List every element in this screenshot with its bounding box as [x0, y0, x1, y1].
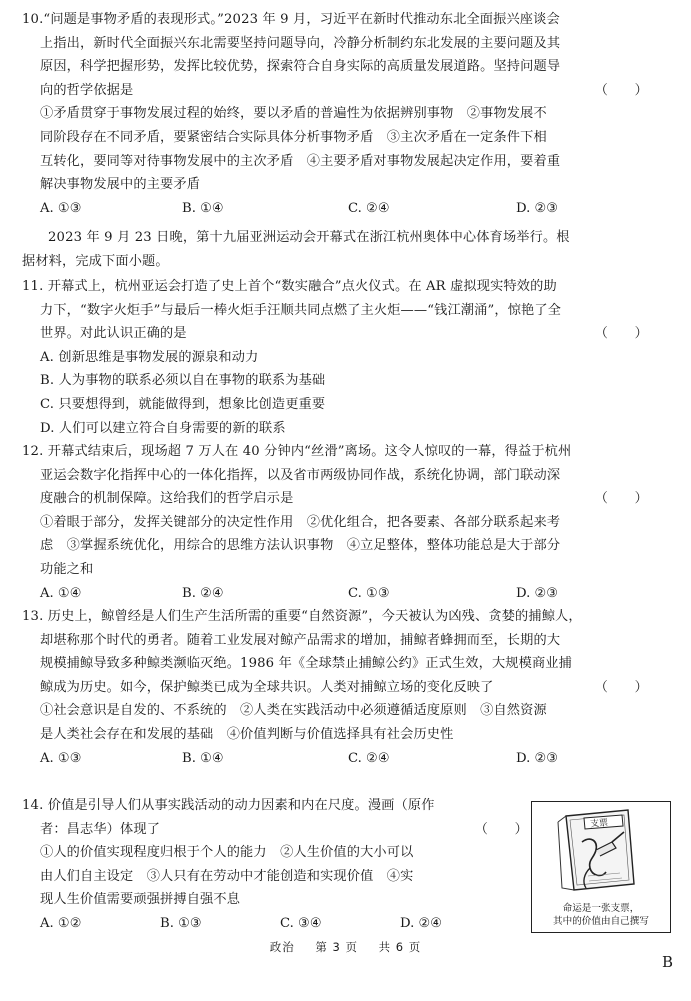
q10-option-d: D. ②③: [516, 200, 559, 216]
q13-statement-1: ①社会意识是自发的、不系统的 ②人类在实践活动中必须遵循适度原则 ③自然资源: [40, 703, 547, 719]
q12-options: [22, 582, 674, 606]
q10-line-4: [22, 79, 674, 103]
q10-statement-2: 同阶段存在不同矛盾，要紧密结合实际具体分析事物矛盾 ③主次矛盾在一定条件下相: [40, 129, 547, 145]
q12-line-3: [22, 487, 674, 511]
q11-line-3-text: 世界。对此认识正确的是: [40, 326, 187, 342]
material-line-1: 2023 年 9 月 23 日晚，第十九届亚洲运动会开幕式在浙江杭州奥体中心体育场举行。根: [48, 230, 570, 245]
q11-line-1: 11. 开幕式上，杭州亚运会打造了史上首个“数实融合”点火仪式。在 AR 虚拟现实特效的助: [22, 279, 557, 294]
q14-option-c: C. ③④: [280, 915, 322, 931]
q10-statement-3: 互转化，要同等对待事物发展中的主次矛盾 ④主要矛盾对事物发展起决定作用，要着重: [40, 153, 561, 169]
q12-statement-2: 虑 ③掌握系统优化，用综合的思维方法认识事物 ④立足整体，整体功能总是大于部分: [40, 538, 561, 554]
question-14: [22, 794, 528, 936]
q11-option-a: A. 创新思维是事物发展的源泉和动力: [40, 349, 259, 365]
q11-option-c: C. 只要想得到，就能做得到，想象比创造更重要: [40, 396, 326, 412]
q14-statement-2: 由人们自主设定 ③人只有在劳动中才能创造和实现价值 ④实: [40, 868, 414, 884]
q10-option-b: B. ①④: [182, 200, 224, 216]
q10-answer-paren: （ ）: [594, 82, 648, 98]
q13-line-4-text: 鲸成为历史。如今，保护鲸类已成为全球共识。人类对捕鲸立场的变化反映了: [40, 679, 494, 695]
q10-options: [22, 197, 674, 221]
q10-line-1: 10.“问题是事物矛盾的表现形式。”2023 年 9 月，习近平在新时代推动东北全面振兴座谈会: [22, 12, 560, 27]
q13-line-3: 规模捕鲸导致多种鲸类濒临灭绝。1986 年《全球禁止捕鲸公约》正式生效，大规模商业捕: [40, 656, 572, 672]
q12-statement-1: ①着眼于部分，发挥关键部分的决定性作用 ②优化组合，把各要素、各部分联系起来考: [40, 514, 561, 530]
q10-line-2: 上指出，新时代全面振兴东北需要坚持问题导向，冷静分析制约东北发展的主要问题及其: [40, 35, 561, 51]
q14-option-a: A. ①②: [40, 915, 82, 931]
question-13: [22, 605, 674, 771]
q13-line-4: [22, 676, 674, 700]
q12-option-d: D. ②③: [516, 585, 559, 601]
q13-line-2: 却堪称那个时代的勇者。随着工业发展对鲸产品需求的增加，捕鲸者蜂拥而至，长期的大: [40, 632, 561, 648]
page-footer: [0, 939, 691, 955]
q11-option-b: B. 人为事物的联系必须以自在事物的联系为基础: [40, 373, 326, 389]
q14-statement-1: ①人的价值实现程度归根于个人的能力 ②人生价值的大小可以: [40, 845, 414, 861]
q14-option-d: D. ②④: [400, 915, 443, 931]
q14-line-2-text: 者：昌志华）体现了: [40, 821, 161, 837]
q12-line-3-text: 度融合的机制保障。这给我们的哲学启示是: [40, 491, 294, 507]
q13-statement-2: 是人类社会存在和发展的基础 ④价值判断与价值选择具有社会历史性: [40, 726, 454, 742]
q14-option-b: B. ①③: [160, 915, 202, 931]
cartoon-caption-line-2: 其中的价值由自己撰写: [553, 916, 649, 927]
footer-subject: 政治: [269, 940, 295, 954]
q13-option-a: A. ①③: [40, 750, 82, 766]
cartoon-image: [531, 801, 671, 933]
question-10: [22, 8, 674, 221]
q14-statement-3: 现人生价值需要顽强拼搏自强不息: [40, 892, 241, 908]
question-12: [22, 440, 674, 606]
q10-statement-4: 解决事物发展中的主要矛盾: [40, 177, 201, 193]
q12-option-a: A. ①④: [40, 585, 82, 601]
q10-option-a: A. ①③: [40, 200, 82, 216]
q14-options: [22, 912, 522, 936]
q13-option-d: D. ②③: [516, 750, 559, 766]
q12-option-b: B. ②④: [182, 585, 224, 601]
footer-total-pages: 共 6 页: [378, 940, 422, 954]
paper-version-label: B: [662, 953, 674, 971]
q12-line-1: 12. 开幕式结束后，现场超 7 万人在 40 分钟内“丝滑”离场。这令人惊叹的一幕，得益于杭州: [22, 444, 572, 459]
q10-statement-1: ①矛盾贯穿于事物发展过程的始终，要以矛盾的普遍性为依据辨别事物 ②事物发展不: [40, 106, 547, 122]
q13-answer-paren: （ ）: [594, 679, 648, 695]
q13-options: [22, 747, 674, 771]
q11-line-3: [22, 322, 674, 346]
q11-answer-paren: （ ）: [594, 326, 648, 342]
q11-option-d: D. 人们可以建立符合自身需要的新的联系: [40, 420, 286, 436]
q14-answer-paren: （ ）: [474, 821, 528, 837]
q13-option-b: B. ①④: [182, 750, 224, 766]
q14-line-1: 14. 价值是引导人们从事实践活动的动力因素和内在尺度。漫画（原作: [22, 798, 435, 813]
footer-page-number: 第 3 页: [315, 940, 358, 954]
q13-line-1: 13. 历史上，鲸曾经是人们生产生活所需的重要“自然资源”，今天被认为凶残、贪婪的捕鲸人，: [22, 609, 582, 624]
q10-line-4-text: 向的哲学依据是: [40, 82, 134, 98]
cheque-label: 支票: [589, 818, 609, 830]
material-line-2: 据材料，完成下面小题。: [22, 253, 169, 269]
q10-line-3: 原因，科学把握形势，发挥比较优势，探索符合自身实际的高质量发展道路。坚持问题导: [40, 59, 561, 75]
q10-option-c: C. ②④: [348, 200, 390, 216]
question-11: [22, 275, 674, 440]
q11-line-2: 力下，“数字火炬手”与最后一棒火炬手汪顺共同点燃了主火炬——“钱江潮涌”，惊艳了全: [40, 302, 562, 318]
q12-option-c: C. ①③: [348, 585, 390, 601]
q12-line-2: 亚运会数字化指挥中心的一体化指挥，以及省市两级协同作战，系统化协调，部门联动深: [40, 467, 561, 483]
cartoon-caption: [532, 902, 670, 928]
shared-material: [22, 226, 674, 273]
q12-answer-paren: （ ）: [594, 491, 648, 507]
cartoon-caption-line-1: 命运是一张支票，: [562, 903, 640, 914]
q13-option-c: C. ②④: [348, 750, 390, 766]
q12-statement-3: 功能之和: [40, 561, 94, 577]
q14-line-2: [22, 818, 528, 842]
